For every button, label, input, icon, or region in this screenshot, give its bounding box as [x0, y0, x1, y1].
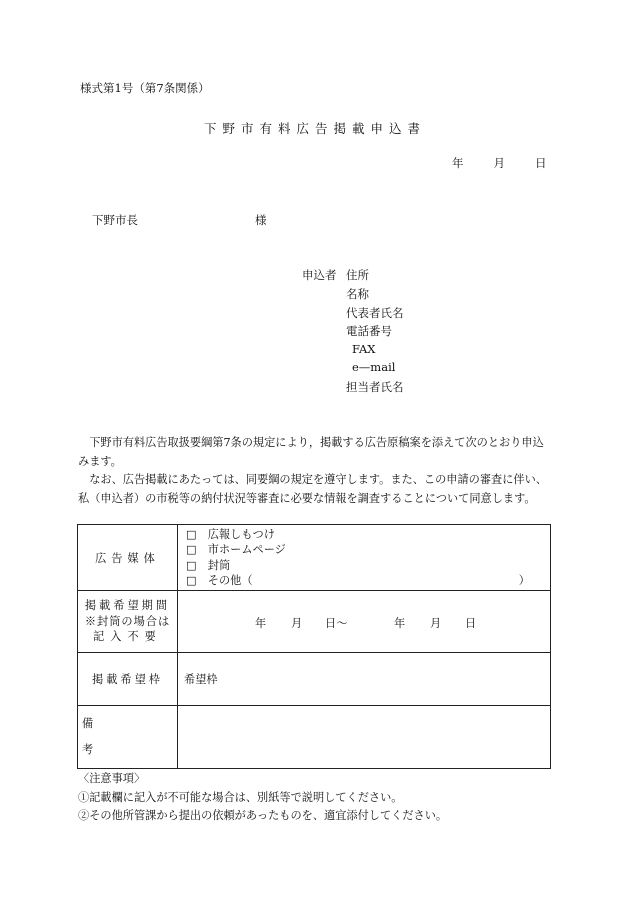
media-option-koho[interactable]: [186, 527, 550, 543]
media-option-envelope[interactable]: [186, 558, 550, 574]
addressee-honorific: 様: [255, 213, 267, 227]
media-option-homepage[interactable]: [186, 542, 550, 558]
frame-label: 掲載希望枠: [78, 653, 178, 706]
applicant-field-representative: 代表者氏名: [346, 306, 404, 320]
applicant-field-fax: FAX: [352, 342, 376, 356]
table-row-period: [78, 591, 551, 653]
body-paragraph-1: 下野市有料広告取扱要綱第7条の規定により，掲載する広告原稿案を添えて次のとおり申込みます。: [78, 436, 544, 468]
remarks-value[interactable]: [178, 706, 551, 769]
media-other-close-paren: ）: [518, 574, 530, 587]
notes-heading: 〈注意事項〉: [78, 772, 146, 785]
applicant-field-name: 名称: [346, 287, 369, 301]
period-year-2: 年: [394, 616, 406, 630]
addressee-name: 下野市長: [92, 213, 138, 227]
body-paragraph-2: なお、広告掲載にあたっては、同要綱の規定を遵守します。また、この申請の審査に伴い、私（申込者）の市税等の納付状況等審査に必要な情報を調査することについて同意します。: [78, 473, 547, 505]
period-month-1: 月: [291, 616, 303, 630]
period-label-line-2: ※封筒の場合は: [84, 614, 171, 628]
date-line: [452, 155, 547, 171]
period-label-line-3: 記入不要: [93, 630, 162, 644]
table-row-remarks: [78, 706, 551, 769]
date-day: 日: [535, 156, 547, 170]
notes-item-2: ②その他所管課から提出の依頼があったものを、適宜添付してください。: [78, 809, 448, 822]
date-year: 年: [452, 156, 464, 170]
frame-value[interactable]: 希望枠: [178, 653, 551, 706]
applicant-field-phone: 電話番号: [346, 324, 392, 338]
form-number: 様式第1号（第7条関係）: [80, 81, 210, 95]
notes-section: [78, 770, 447, 826]
media-option-other[interactable]: [186, 573, 550, 589]
notes-item-1: ①記載欄に記入が不可能な場合は、別紙等で説明してください。: [78, 790, 403, 804]
period-label-line-1: 掲載希望期間: [84, 599, 171, 613]
table-row-media: [78, 525, 551, 591]
checkbox-icon[interactable]: □: [186, 574, 197, 587]
media-label: 広告媒体: [78, 525, 178, 591]
period-month-2: 月: [430, 616, 442, 630]
media-option-label: 封筒: [207, 558, 231, 572]
checkbox-icon[interactable]: □: [186, 543, 197, 556]
period-day-1: 日～: [325, 616, 348, 630]
checkbox-icon[interactable]: □: [186, 558, 197, 572]
date-month: 月: [493, 156, 505, 170]
media-option-label: 市ホームページ: [207, 543, 286, 556]
document-title: 下野市有料広告掲載申込書: [203, 121, 426, 136]
remarks-label: [78, 706, 178, 769]
period-year-1: 年: [255, 616, 267, 630]
period-value[interactable]: [178, 591, 551, 653]
period-label: [78, 591, 178, 653]
media-option-label: その他（: [207, 574, 253, 587]
media-options: [178, 525, 551, 591]
period-day-2: 日: [465, 616, 477, 630]
remarks-label-line-2: 考: [82, 743, 94, 756]
applicant-field-email: e—mail: [352, 360, 396, 374]
media-option-label: 広報しもつけ: [207, 527, 275, 541]
table-row-frame: [78, 653, 551, 706]
remarks-label-line-1: 備: [82, 717, 94, 730]
applicant-field-address: 住所: [346, 268, 369, 282]
body-text: [78, 434, 552, 508]
checkbox-icon[interactable]: □: [186, 527, 197, 541]
applicant-label: 申込者: [302, 268, 337, 282]
applicant-field-contact-person: 担当者氏名: [346, 380, 404, 394]
application-form-table: [77, 524, 551, 769]
